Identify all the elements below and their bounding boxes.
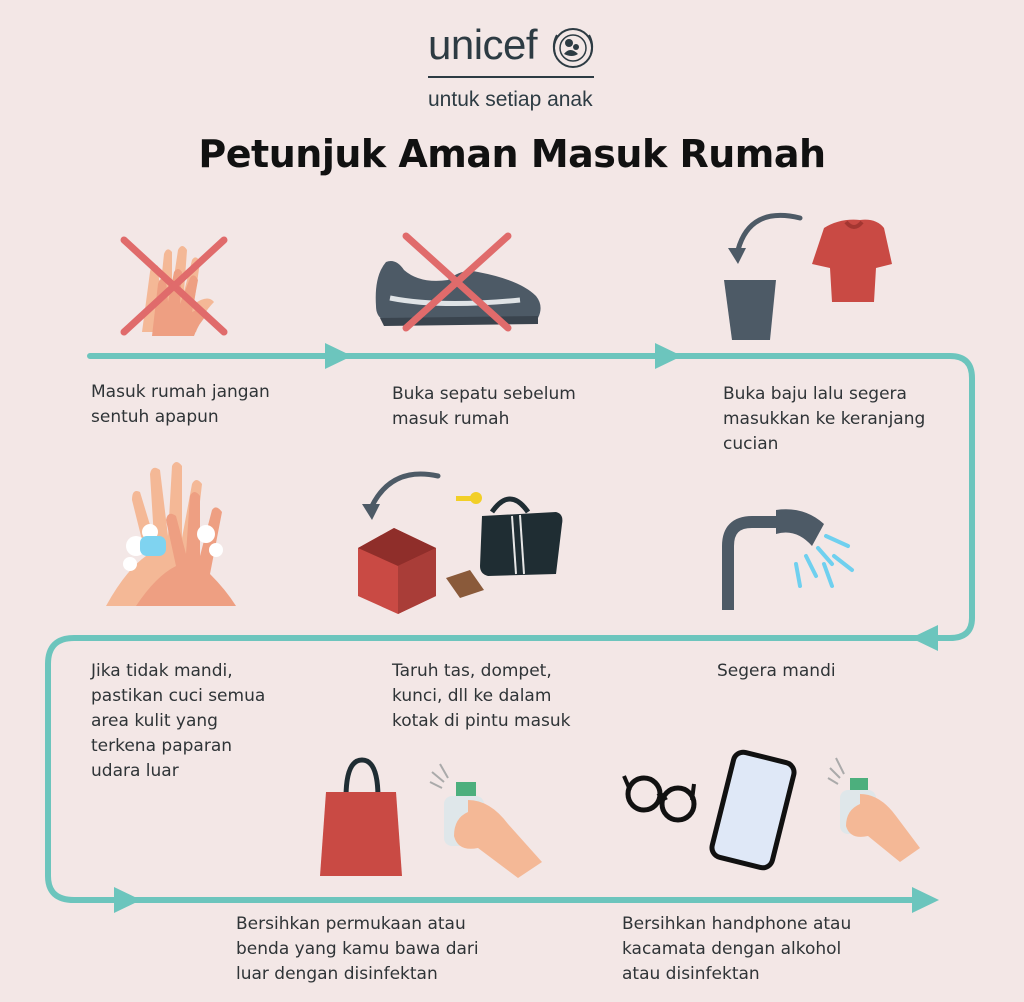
glasses-icon [624,776,694,820]
crossed-hands-icon [112,232,242,347]
phone-icon [710,750,796,870]
flow-arrow-icon [325,343,352,369]
flow-arrow-icon [911,625,938,651]
brand-name: unicef [428,21,538,68]
step-7-caption: Bersihkan permukaan atau benda yang kamu bawa dari luar dengan disinfektan [236,914,479,984]
step-3-caption: Buka baju lalu segera masukkan ke keranjang cucian [723,384,926,454]
shirt-to-basket-icon [720,206,895,346]
crossed-shoe-icon [370,228,550,338]
washing-hands-icon [96,450,246,615]
disinfect-phone-icon [622,748,922,873]
curved-arrow-icon [738,215,800,250]
flow-arrow-icon [655,343,682,369]
step-4-caption: Segera mandi [717,661,836,681]
step-5-caption: Taruh tas, dompet, kunci, dll ke dalam kotak di pintu masuk [392,661,571,731]
flow-arrow-icon [114,887,141,913]
bag-into-box-icon [352,466,572,616]
handbag-icon [492,499,528,512]
page-title: Petunjuk Aman Masuk Rumah [198,132,826,176]
shopping-bag-icon [320,792,402,876]
wallet-icon [446,570,484,598]
step-2-caption: Buka sepatu sebelum masuk rumah [392,384,576,429]
flow-arrow-icon [912,887,939,913]
step-6-caption: Jika tidak mandi, pastikan cuci semua area kulit yang terkena paparan udara luar [91,661,266,781]
brand-tagline: untuk setiap anak [428,88,593,111]
curved-arrow-icon [372,474,438,506]
step-8-caption: Bersihkan handphone atau kacamata dengan alkohol atau disinfektan [622,914,852,984]
disinfect-bag-icon [318,752,548,882]
step-1-caption: Masuk rumah jangan sentuh apapun [91,382,270,427]
shower-icon [720,506,860,616]
